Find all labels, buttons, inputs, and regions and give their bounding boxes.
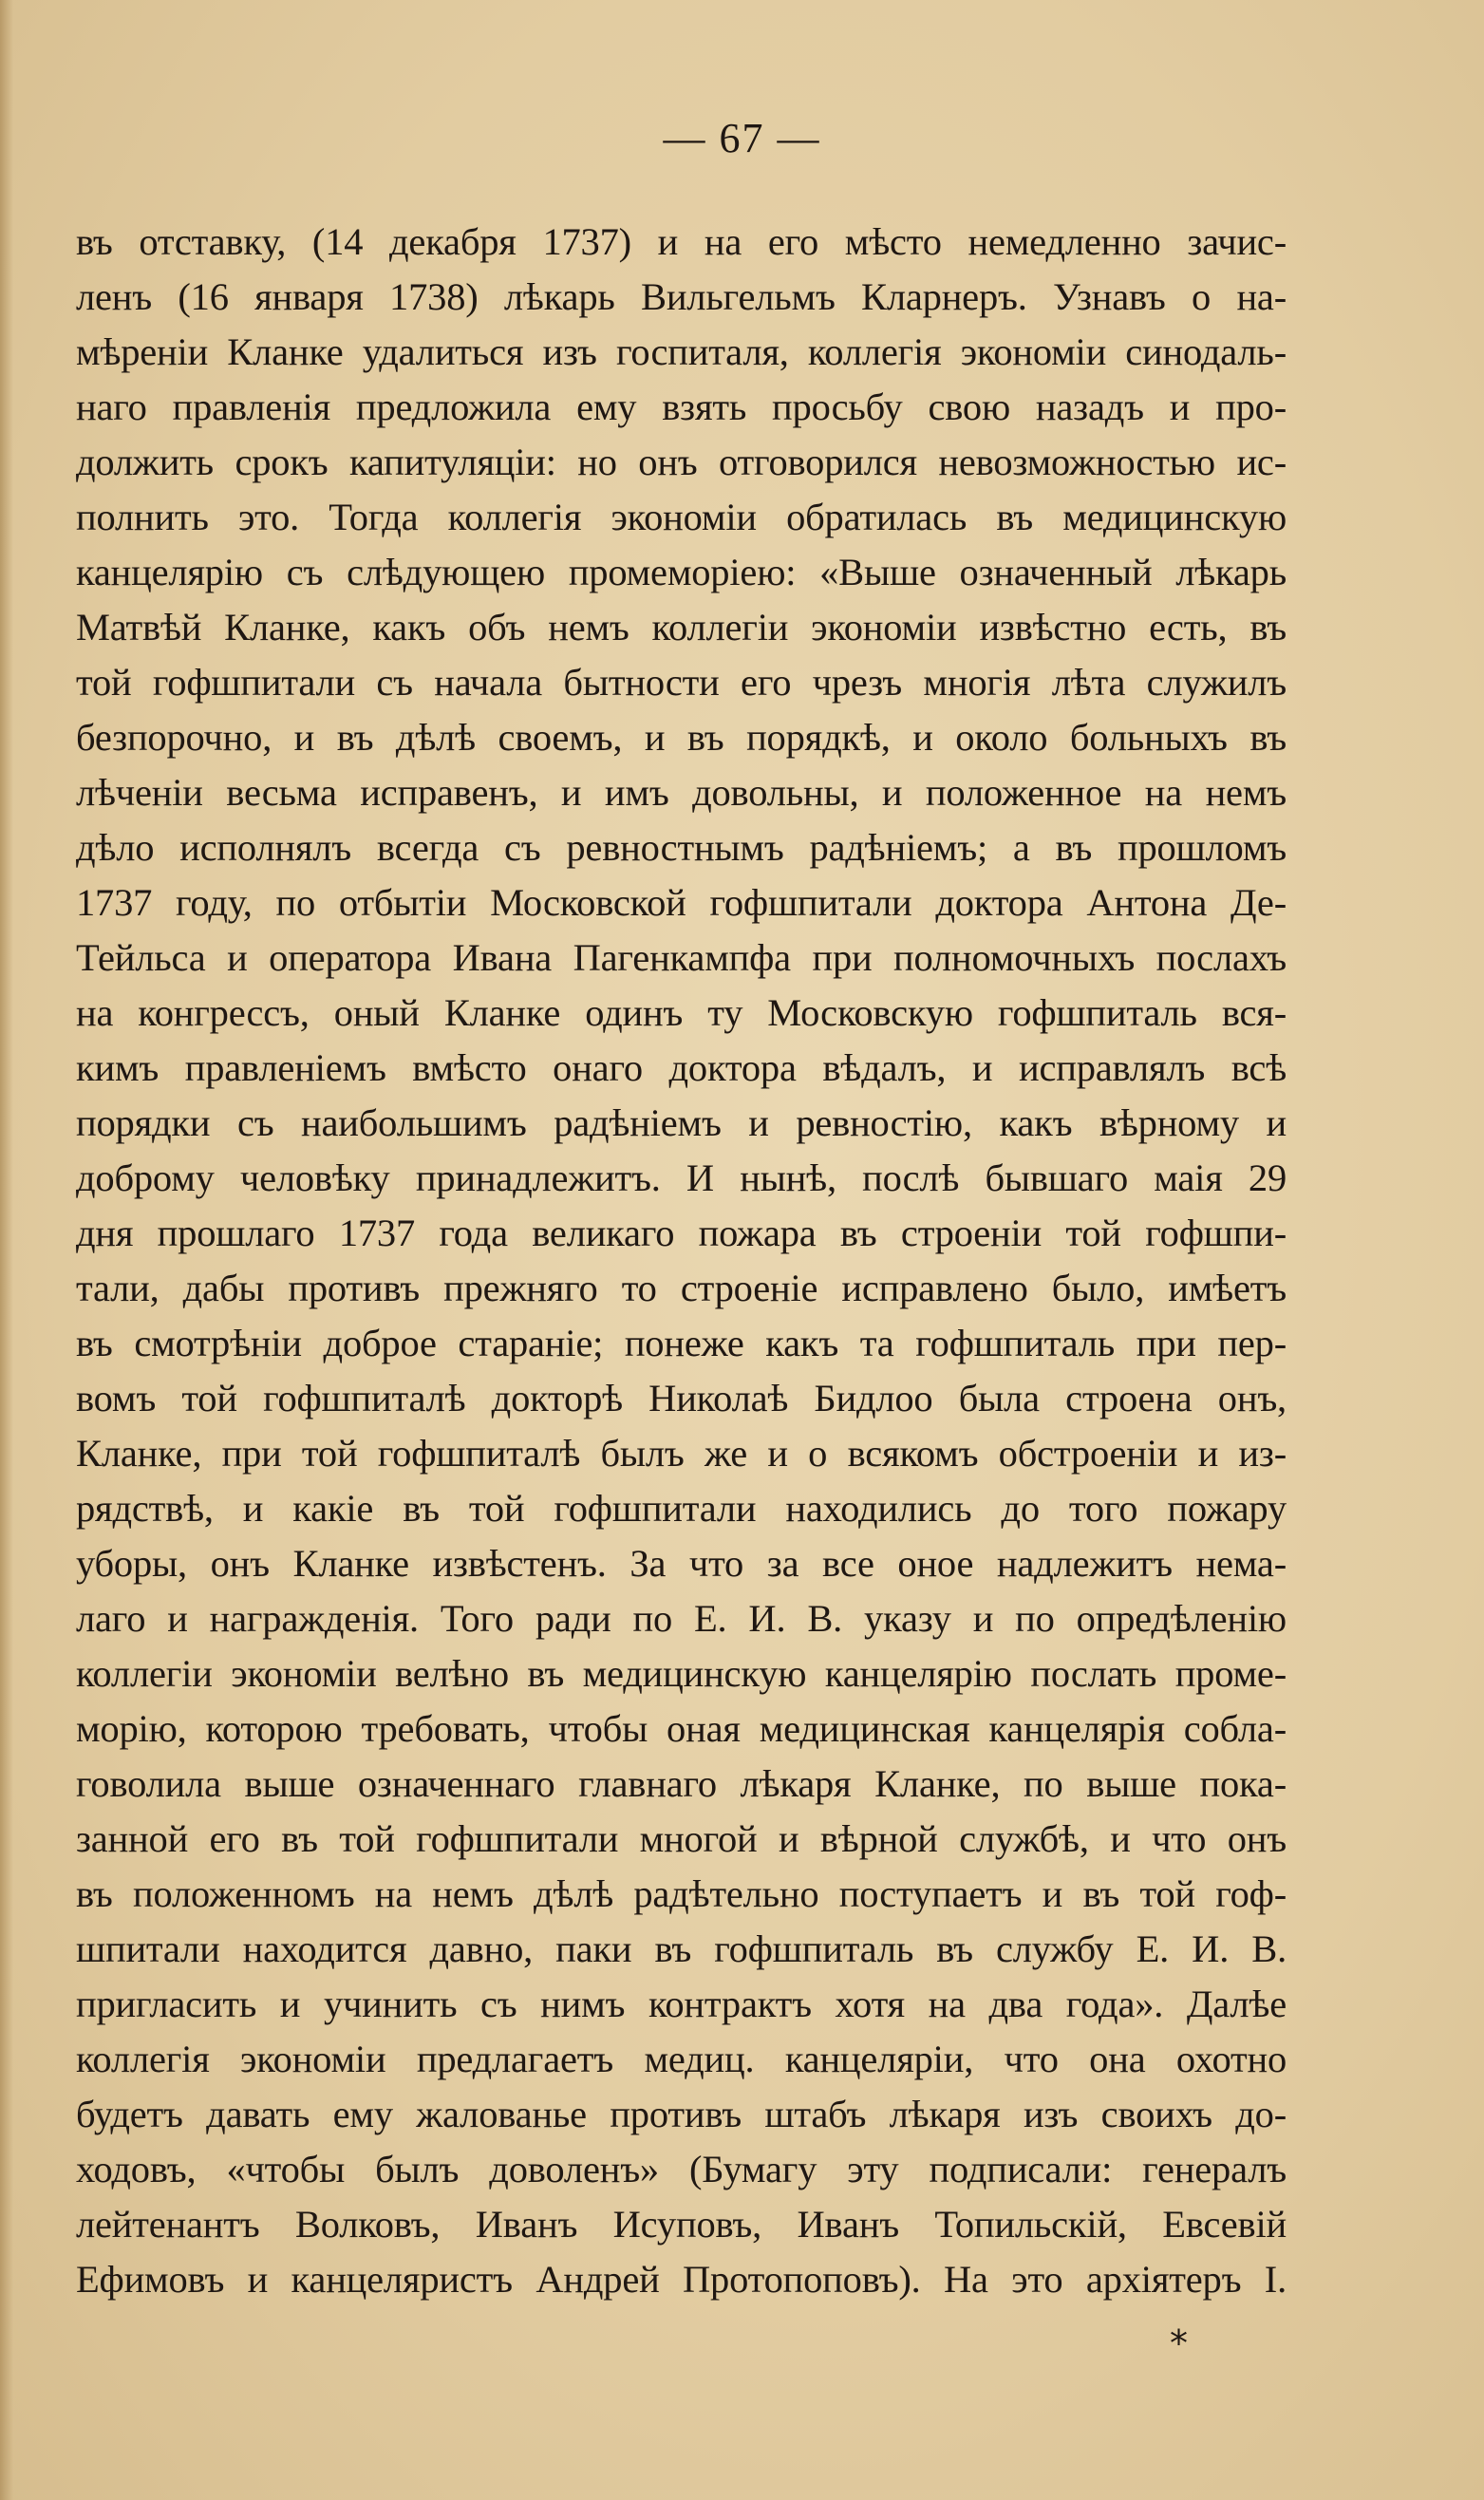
- text-line: Ефимовъ и канцеляристъ Андрей Протопоповъ). На это архіятеръ І.: [76, 2258, 1287, 2301]
- text-line: кимъ правленіемъ вмѣсто онаго доктора вѣдалъ, и исправлялъ всѣ: [76, 1046, 1287, 1089]
- text-line: полнить это. Тогда коллегія экономіи обратилась въ медицинскую: [76, 496, 1287, 538]
- signature-mark: *: [1170, 2322, 1188, 2364]
- text-line: тали, дабы противъ прежняго то строеніе исправлено было, имѣетъ: [76, 1267, 1287, 1309]
- text-line: въ положенномъ на немъ дѣлѣ радѣтельно поступаетъ и въ той гоф-: [76, 1872, 1287, 1915]
- page-number: — 67 —: [663, 115, 821, 161]
- text-line: шпитали находится давно, паки въ гофшпиталь въ службу Е. И. В.: [76, 1927, 1287, 1970]
- text-line: въ отставку, (14 декабря 1737) и на его мѣсто немедленно зачис-: [76, 220, 1287, 263]
- text-line: пригласить и учинить съ нимъ контрактъ хотя на два года». Далѣе: [76, 1983, 1287, 2025]
- body-text: [76, 215, 1287, 2307]
- text-line: Тейльса и оператора Ивана Пагенкампфа при полномочныхъ послахъ: [76, 936, 1287, 979]
- text-line: канцелярію съ слѣдующею промеморіею: «Выше означенный лѣкарь: [76, 551, 1287, 593]
- text-line: лѣченіи весьма исправенъ, и имъ довольны, и положенное на немъ: [76, 771, 1287, 814]
- text-line: въ смотрѣніи доброе стараніе; понеже какъ та гофшпиталь при пер-: [76, 1322, 1287, 1364]
- text-line: будетъ давать ему жалованье противъ штабъ лѣкаря изъ своихъ до-: [76, 2093, 1287, 2135]
- text-line: ленъ (16 января 1738) лѣкарь Вильгельмъ Кларнеръ. Узнавъ о на-: [76, 275, 1287, 318]
- text-line: на конгрессъ, оный Кланке одинъ ту Московскую гофшпиталь вся-: [76, 991, 1287, 1034]
- text-line: наго правленія предложила ему взять просьбу свою назадъ и про-: [76, 385, 1287, 428]
- text-line: говолила выше означеннаго главнаго лѣкаря Кланке, по выше пока-: [76, 1762, 1287, 1805]
- text-line: коллегія экономіи предлагаетъ медиц. канцеляріи, что она охотно: [76, 2038, 1287, 2080]
- text-line: вомъ той гофшпиталѣ докторѣ Николаѣ Бидлоо была строена онъ,: [76, 1377, 1287, 1419]
- text-line: лаго и награжденія. Того ради по Е. И. В. указу и по опредѣленію: [76, 1597, 1287, 1640]
- text-line: ходовъ, «чтобы былъ доволенъ» (Бумагу эту подписали: генералъ: [76, 2148, 1287, 2190]
- text-line: морію, которою требовать, чтобы оная медицинская канцелярія собла-: [76, 1707, 1287, 1750]
- page-edge-shadow: [0, 0, 13, 2500]
- text-line: доброму человѣку принадлежитъ. И нынѣ, послѣ бывшаго маія 29: [76, 1156, 1287, 1199]
- text-line: коллегіи экономіи велѣно въ медицинскую канцелярію послать проме-: [76, 1652, 1287, 1695]
- text-line: дѣло исполнялъ всегда съ ревностнымъ радѣніемъ; а въ прошломъ: [76, 826, 1287, 869]
- text-line: той гофшпитали съ начала бытности его чрезъ многія лѣта служилъ: [76, 661, 1287, 704]
- text-line: мѣреніи Кланке удалиться изъ госпиталя, коллегія экономіи синодаль-: [76, 330, 1287, 373]
- text-line: лейтенантъ Волковъ, Иванъ Исуповъ, Иванъ Топильскій, Евсевій: [76, 2203, 1287, 2246]
- text-line: занной его въ той гофшпитали многой и вѣрной службѣ, и что онъ: [76, 1817, 1287, 1860]
- text-line: Кланке, при той гофшпиталѣ былъ же и о всякомъ обстроеніи и из-: [76, 1432, 1287, 1475]
- text-line: дня прошлаго 1737 года великаго пожара въ строеніи той гофшпи-: [76, 1212, 1287, 1254]
- text-line: 1737 году, по отбытіи Московской гофшпитали доктора Антона Де-: [76, 881, 1287, 924]
- text-line: должить срокъ капитуляціи: но онъ отговорился невозможностью ис-: [76, 441, 1287, 483]
- text-line: порядки съ наибольшимъ радѣніемъ и ревностію, какъ вѣрному и: [76, 1101, 1287, 1144]
- text-line: уборы, онъ Кланке извѣстенъ. За что за все оное надлежитъ нема-: [76, 1542, 1287, 1585]
- text-line: рядствѣ, и какіе въ той гофшпитали находились до того пожару: [76, 1487, 1287, 1530]
- text-line: безпорочно, и въ дѣлѣ своемъ, и въ порядкѣ, и около больныхъ въ: [76, 716, 1287, 759]
- text-line: Матвѣй Кланке, какъ объ немъ коллегіи экономіи извѣстно есть, въ: [76, 606, 1287, 648]
